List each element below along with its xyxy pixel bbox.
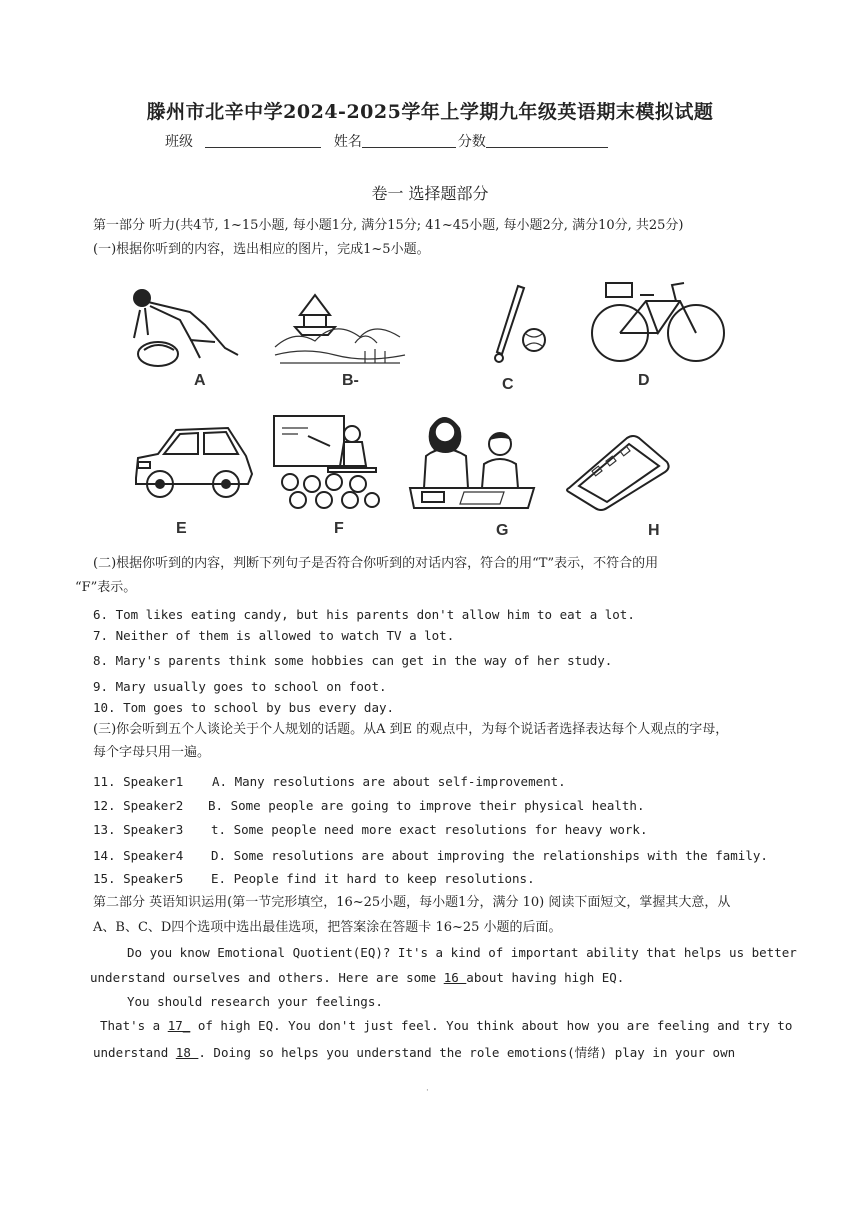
kneeling-person-helping-icon [120,280,250,370]
picture-label-b: B- [342,372,359,389]
picture-label-e: E [176,520,187,537]
sub3-instruction-line2: 每个字母只用一遍。 [93,745,211,760]
picture-label-d: D [638,372,650,389]
tf-item-7: 7. Neither of them is allowed to watch TV a lot. [93,628,455,643]
matching-option: t. Some people need more exact resolutions for heavy work. [211,822,648,837]
classroom-teacher-icon [268,412,386,512]
part2-instruction-line1: 第二部分 英语知识运用(第一节完形填空，16~25小题，每小题1分，满分 10) 阅读下面短文，掌握其大意，从 [93,895,731,910]
passage-text: That's a [100,1018,168,1033]
score-label: 分数 [457,134,486,150]
page-mark: · [426,1086,429,1096]
matching-option: B. Some people are going to improve their physical health. [208,798,645,813]
name-blank [362,133,456,148]
passage-line [90,970,624,985]
class-blank [205,133,321,148]
passage-text: understand [93,1045,176,1060]
smartphone-icon [563,432,673,512]
matching-speaker: 12. Speaker2 [93,798,184,813]
score-blank [486,133,608,148]
mother-and-child-reading-icon [408,408,536,512]
car-icon [128,418,258,508]
tf-item-10: 10. Tom goes to school by bus every day. [93,700,395,715]
matching-speaker: 14. Speaker4 [93,848,184,863]
passage-line [93,1043,735,1061]
student-info-line [165,131,608,151]
passage-line: You should research your feelings. [127,994,383,1009]
picture-label-g: G [496,522,509,539]
passage-line: Do you know Emotional Quotient(EQ)? It's a kind of important ability that helps us better [127,945,797,960]
tf-item-6: 6. Tom likes eating candy, but his parents don't allow him to eat a lot. [93,607,635,622]
sub3-instruction-line1: (三)你会听到五个人谈论关于个人规划的话题。从A 到E 的观点中，为每个说话者选择表达每个人观点的字母， [93,722,729,737]
matching-speaker: 13. Speaker3 [93,822,184,837]
matching-option: A. Many resolutions are about self-improvement. [212,774,566,789]
blank-16: 16 [443,970,467,985]
passage-text: understand ourselves and others. Here are some [90,970,444,985]
pagoda-landscape-icon [270,285,410,370]
blank-18: 18 [175,1045,199,1060]
part1-intro: 第一部分 听力(共4节, 1~15小题, 每小题1分, 满分15分; 41~45小题, 每小题2分, 满分10分, 共25分) [93,218,684,233]
passage-text: . Doing so helps you understand the role emotions(情绪) play in your own [198,1045,736,1060]
sub2-instruction-line1: (二)根据你听到的内容，判断下列句子是否符合你听到的对话内容，符合的用“T”表示，不符合的用 [93,556,659,571]
picture-label-c: C [502,376,514,393]
name-label: 姓名 [333,134,362,150]
sub2-instruction-line2: “F”表示。 [75,580,137,595]
tf-item-8: 8. Mary's parents think some hobbies can get in the way of her study. [93,653,613,668]
baseball-bat-and-ball-icon [480,282,550,367]
matching-speaker: 11. Speaker1 [93,774,184,789]
passage-line [100,1018,792,1033]
section-title: 卷一 选择题部分 [371,184,489,203]
matching-speaker: 15. Speaker5 [93,871,184,886]
tf-item-9: 9. Mary usually goes to school on foot. [93,679,387,694]
part2-instruction-line2: A、B、C、D四个选项中选出最佳选项，把答案涂在答题卡 16~25 小题的后面。 [93,920,562,935]
sub1-instruction: (一)根据你听到的内容，选出相应的图片，完成1~5小题。 [93,242,430,257]
blank-17: 17_ [167,1018,191,1033]
page-title: 滕州市北辛中学2024-2025学年上学期九年级英语期末模拟试题 [146,101,714,123]
picture-label-h: H [648,522,660,539]
matching-option: D. Some resolutions are about improving the relationships with the family. [211,848,768,863]
passage-text: of high EQ. You don't just feel. You think about how you are feeling and try to [190,1018,793,1033]
picture-label-a: A [194,372,206,389]
passage-text: about having high EQ. [466,970,625,985]
matching-option: E. People find it hard to keep resolutions. [211,871,535,886]
bicycle-icon [588,275,728,370]
class-label: 班级 [165,134,193,150]
picture-label-f: F [334,520,344,537]
